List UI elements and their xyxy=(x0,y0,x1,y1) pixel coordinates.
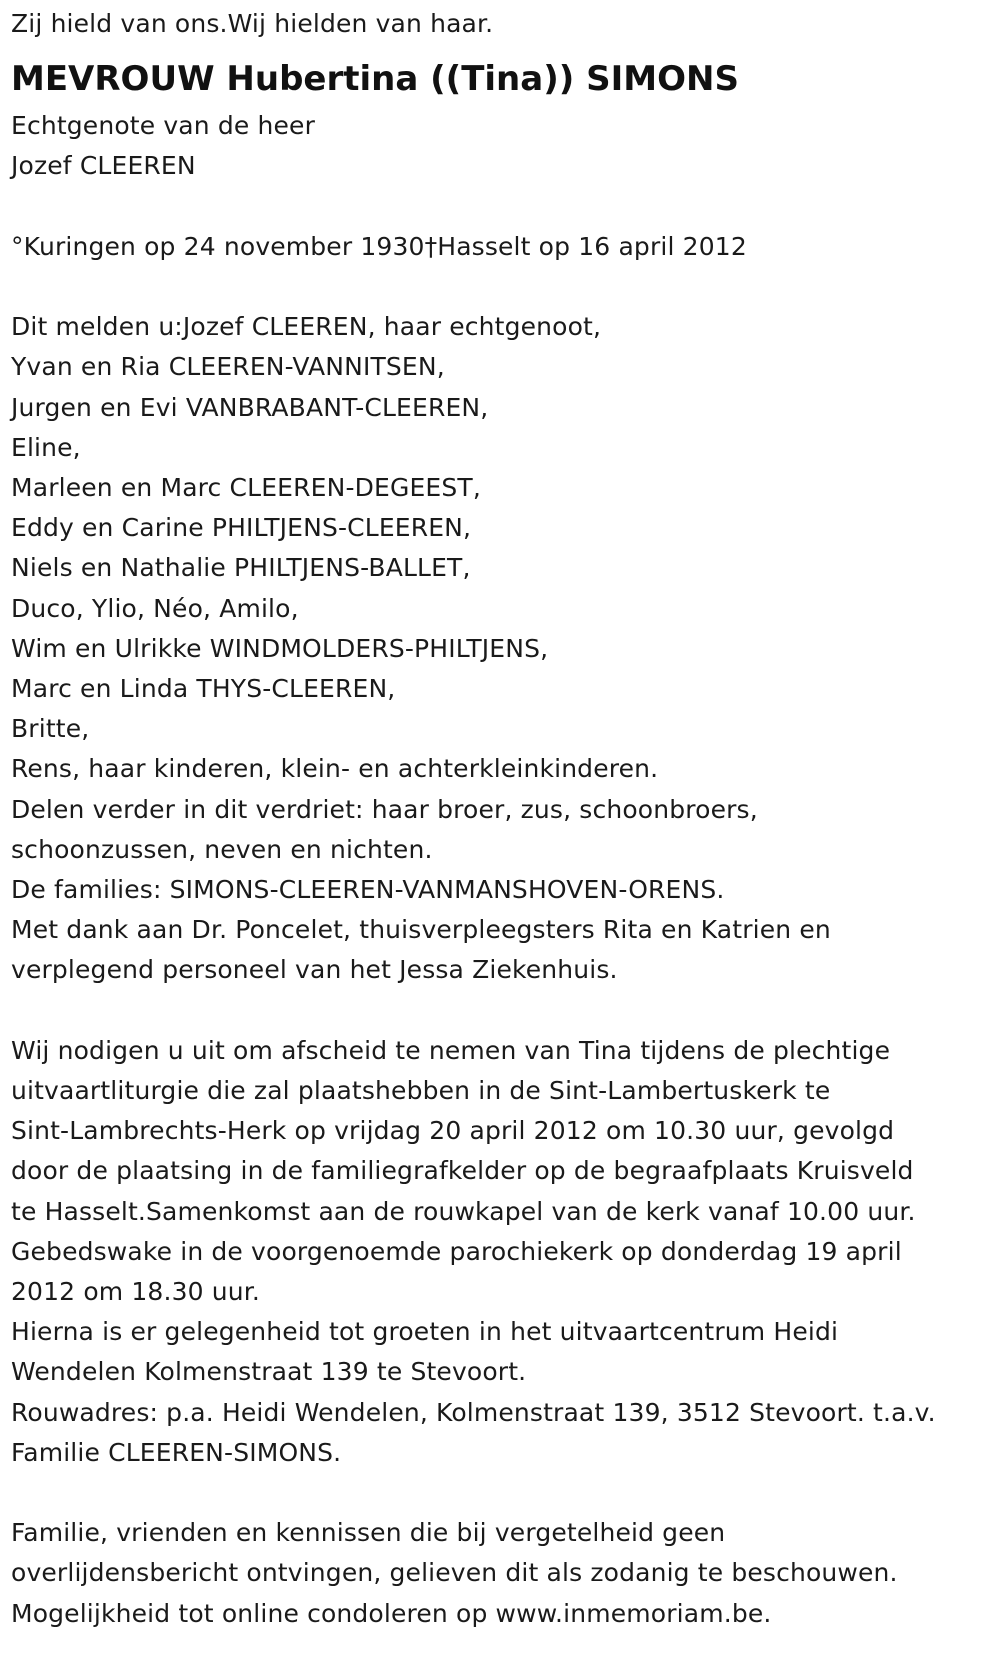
ceremony-line: Wij nodigen u uit om afscheid te nemen van Tina tijdens de plechtige xyxy=(11,1035,891,1065)
closing-line: Familie, vrienden en kennissen die bij vergetelheid geen xyxy=(11,1518,726,1548)
closing-line: Mogelijkheid tot online condoleren op www.inmemoriam.be. xyxy=(11,1598,772,1628)
birth-death-line: °Kuringen op 24 november 1930†Hasselt op 16 april 2012 xyxy=(11,231,747,261)
spacer xyxy=(11,991,991,1031)
ceremony-line: Gebedswake in de voorgenoemde parochiekerk op donderdag 19 april xyxy=(11,1236,902,1266)
ceremony-details xyxy=(11,1031,991,1473)
family-line: Met dank aan Dr. Poncelet, thuisverpleegsters Rita en Katrien en xyxy=(11,915,831,945)
family-line: Dit melden u:Jozef CLEEREN, haar echtgenoot, xyxy=(11,312,602,342)
family-line: Britte, xyxy=(11,714,90,744)
ceremony-line: Hierna is er gelegenheid tot groeten in het uitvaartcentrum Heidi xyxy=(11,1317,839,1347)
family-line: Eddy en Carine PHILTJENS-CLEEREN, xyxy=(11,513,472,543)
family-line: Eline, xyxy=(11,432,81,462)
ceremony-line: 2012 om 18.30 uur. xyxy=(11,1277,261,1307)
family-line: Marleen en Marc CLEEREN-DEGEEST, xyxy=(11,473,481,502)
family-line: Niels en Nathalie PHILTJENS-BALLET, xyxy=(11,553,471,583)
obituary-notice xyxy=(11,4,991,1634)
ceremony-line: door de plaatsing in de familiegrafkelder op de begraafplaats Kruisveld xyxy=(11,1156,914,1186)
closing-note xyxy=(11,1513,991,1634)
family-line: Wim en Ulrikke WINDMOLDERS-PHILTJENS, xyxy=(11,633,549,663)
ceremony-line: Familie CLEEREN-SIMONS. xyxy=(11,1437,342,1467)
family-line: Duco, Ylio, Néo, Amilo, xyxy=(11,593,299,623)
spouse-block xyxy=(11,106,991,186)
family-line: Marc en Linda THYS-CLEEREN, xyxy=(11,674,396,704)
spacer xyxy=(11,267,991,307)
intro-quote: Zij hield van ons.Wij hielden van haar. xyxy=(11,9,494,38)
family-line: verplegend personeel van het Jessa Ziekenhuis. xyxy=(11,955,618,985)
family-line: Yvan en Ria CLEEREN-VANNITSEN, xyxy=(11,352,445,382)
family-announcement xyxy=(11,307,991,990)
spacer xyxy=(11,1473,991,1513)
spacer xyxy=(11,187,991,227)
ceremony-line: Rouwadres: p.a. Heidi Wendelen, Kolmenstraat 139, 3512 Stevoort. t.a.v. xyxy=(11,1397,936,1427)
ceremony-line: Sint-Lambrechts-Herk op vrijdag 20 april 2012 om 10.30 uur, gevolgd xyxy=(11,1116,895,1146)
spouse-line: Echtgenote van de heer xyxy=(11,111,315,141)
deceased-name-title: MEVROUW Hubertina ((Tina)) SIMONS xyxy=(11,59,739,100)
family-line: Delen verder in dit verdriet: haar broer, zus, schoonbroers, xyxy=(11,794,758,824)
family-line: Jurgen en Evi VANBRABANT-CLEEREN, xyxy=(11,392,489,422)
ceremony-line: uitvaartliturgie die zal plaatshebben in de Sint-Lambertuskerk te xyxy=(11,1076,831,1106)
ceremony-line: Wendelen Kolmenstraat 139 te Stevoort. xyxy=(11,1357,527,1387)
ceremony-line: te Hasselt.Samenkomst aan de rouwkapel van de kerk vanaf 10.00 uur. xyxy=(11,1196,916,1226)
family-line: Rens, haar kinderen, klein- en achterkleinkinderen. xyxy=(11,754,659,784)
spouse-line: Jozef CLEEREN xyxy=(11,151,196,181)
family-line: De families: SIMONS-CLEEREN-VANMANSHOVEN-ORENS. xyxy=(11,875,725,905)
closing-line: overlijdensbericht ontvingen, gelieven dit als zodanig te beschouwen. xyxy=(11,1558,898,1588)
family-line: schoonzussen, neven en nichten. xyxy=(11,834,433,864)
